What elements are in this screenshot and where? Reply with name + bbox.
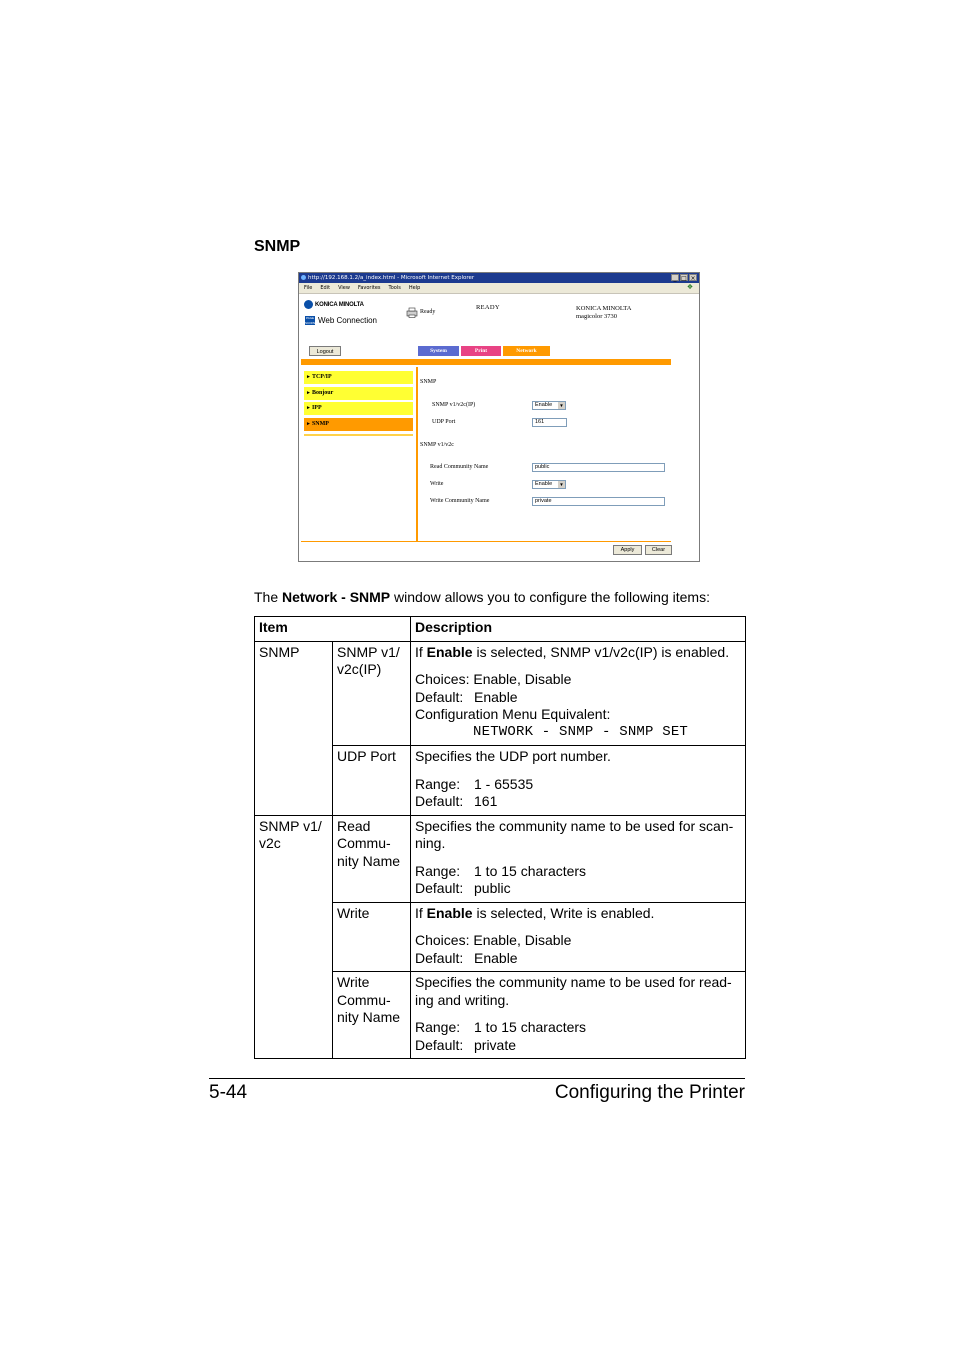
section-title: SNMP xyxy=(254,238,301,255)
konica-minolta-logo-icon xyxy=(304,300,313,309)
item-description: If Enable is selected, SNMP v1/v2c(IP) is enabled. Choices: Enable, Disable Default: Enable Configuration Menu Equivalent: NETWORK - SNMP - SNMP SET xyxy=(411,641,746,746)
table-row xyxy=(255,815,746,902)
arrow-right-icon: ► xyxy=(306,390,311,396)
arrow-right-icon: ► xyxy=(306,406,311,412)
browser-titlebar xyxy=(299,273,699,283)
menu-edit[interactable]: Edit xyxy=(320,285,331,291)
write-community-label: Write Community Name xyxy=(430,498,490,504)
item-description: If Enable is selected, Write is enabled. Choices: Enable, Disable Default: Enable xyxy=(411,902,746,972)
read-community-input[interactable]: public xyxy=(532,463,665,472)
group-snmp-v1v2c: SNMP v1/ v2c xyxy=(255,815,333,1059)
sidebar-item-tcpip[interactable]: ►TCP/IP xyxy=(304,371,413,384)
snmp-v1v2c-ip-label: SNMP v1/v2c(IP) xyxy=(432,402,476,408)
arrow-right-icon: ► xyxy=(306,422,311,428)
menu-favorites[interactable]: Favorites xyxy=(357,285,381,291)
snmp-v1v2c-heading: SNMP v1/v2c xyxy=(420,442,454,448)
menu-file[interactable]: File xyxy=(304,285,313,291)
tab-system[interactable]: System xyxy=(418,346,459,356)
printer-icon xyxy=(406,307,418,318)
udp-port-label: UDP Port xyxy=(432,419,456,425)
settings-table xyxy=(254,616,746,1059)
menu-tools[interactable]: Tools xyxy=(388,285,401,291)
snmp-heading: SNMP xyxy=(420,379,437,385)
web-connection-label: Web Connection xyxy=(318,316,377,325)
write-label: Write xyxy=(430,481,444,487)
item-description: Specifies the UDP port number. Range: 1 - 65535 Default: 161 xyxy=(411,746,746,816)
menu-help[interactable]: Help xyxy=(408,285,421,291)
arrow-right-icon: ► xyxy=(306,375,311,380)
item-name: Read Commu- nity Name xyxy=(333,815,411,902)
tab-network[interactable]: Network xyxy=(503,346,550,356)
item-name: Write Commu- nity Name xyxy=(333,972,411,1059)
footer-rule xyxy=(209,1078,745,1079)
window-title: http://192.168.1.2/a_index.html - Microsoft Internet Explorer xyxy=(308,275,475,281)
write-select[interactable]: Enable ▼ xyxy=(532,480,566,489)
ready-label: Ready xyxy=(420,309,436,315)
read-community-label: Read Community Name xyxy=(430,464,489,470)
menu-view[interactable]: View xyxy=(338,285,350,291)
pagescope-mark: PAGE SCOPE xyxy=(305,316,316,325)
item-name: UDP Port xyxy=(333,746,411,816)
snmp-v1v2c-ip-select[interactable]: Enable ▼ xyxy=(532,401,566,410)
group-snmp: SNMP xyxy=(255,641,333,815)
chevron-down-icon: ▼ xyxy=(559,403,564,408)
brand-name: KONICA MINOLTA xyxy=(315,301,364,308)
minimize-icon[interactable]: _ xyxy=(671,274,679,281)
sidebar-divider-vertical xyxy=(416,367,418,541)
header-description: Description xyxy=(411,617,746,642)
windows-logo-icon: ❖ xyxy=(686,284,694,291)
sidebar xyxy=(304,371,413,436)
web-connection-page xyxy=(300,295,698,560)
header-divider xyxy=(301,359,671,365)
sidebar-item-snmp[interactable]: ►SNMP xyxy=(304,418,413,431)
close-icon[interactable]: × xyxy=(690,275,696,282)
intro-paragraph: The Network - SNMP window allows you to configure the following items: xyxy=(254,589,710,605)
model-name: magicolor 3730 xyxy=(576,313,617,320)
pagescope-logo xyxy=(305,316,377,325)
table-header-row xyxy=(255,617,746,642)
header-item: Item xyxy=(255,617,411,642)
udp-port-input[interactable]: 161 xyxy=(532,418,567,427)
sidebar-item-ipp[interactable]: ►IPP xyxy=(304,402,413,415)
model-brand: KONICA MINOLTA xyxy=(576,305,632,312)
logout-button[interactable]: Logout xyxy=(309,346,341,356)
item-description: Specifies the community name to be used for read- ing and writing. Range: 1 to 15 characters Default: private xyxy=(411,972,746,1059)
menu-bar xyxy=(299,283,699,294)
sidebar-item-bonjour[interactable]: ►Bonjour xyxy=(304,387,413,400)
item-name: Write xyxy=(333,902,411,972)
chapter-title: Configuring the Printer xyxy=(554,1082,745,1103)
page-number: 5-44 xyxy=(209,1082,248,1103)
tab-print[interactable]: Print xyxy=(461,346,501,356)
printer-status: READY xyxy=(476,304,500,311)
browser-screenshot xyxy=(298,272,700,562)
maximize-icon[interactable]: □ xyxy=(681,275,687,282)
chevron-down-icon: ▼ xyxy=(559,482,564,487)
item-name: SNMP v1/ v2c(IP) xyxy=(333,641,411,746)
footer-divider xyxy=(301,541,671,542)
item-description: Specifies the community name to be used for scan- ning. Range: 1 to 15 characters Default: public xyxy=(411,815,746,902)
table-row xyxy=(255,641,746,746)
clear-button[interactable]: Clear xyxy=(645,545,672,555)
write-community-input[interactable]: private xyxy=(532,497,665,506)
sidebar-divider xyxy=(304,434,413,436)
apply-button[interactable]: Apply xyxy=(613,545,642,555)
brand-logo xyxy=(304,300,364,309)
ie-icon xyxy=(301,275,306,280)
